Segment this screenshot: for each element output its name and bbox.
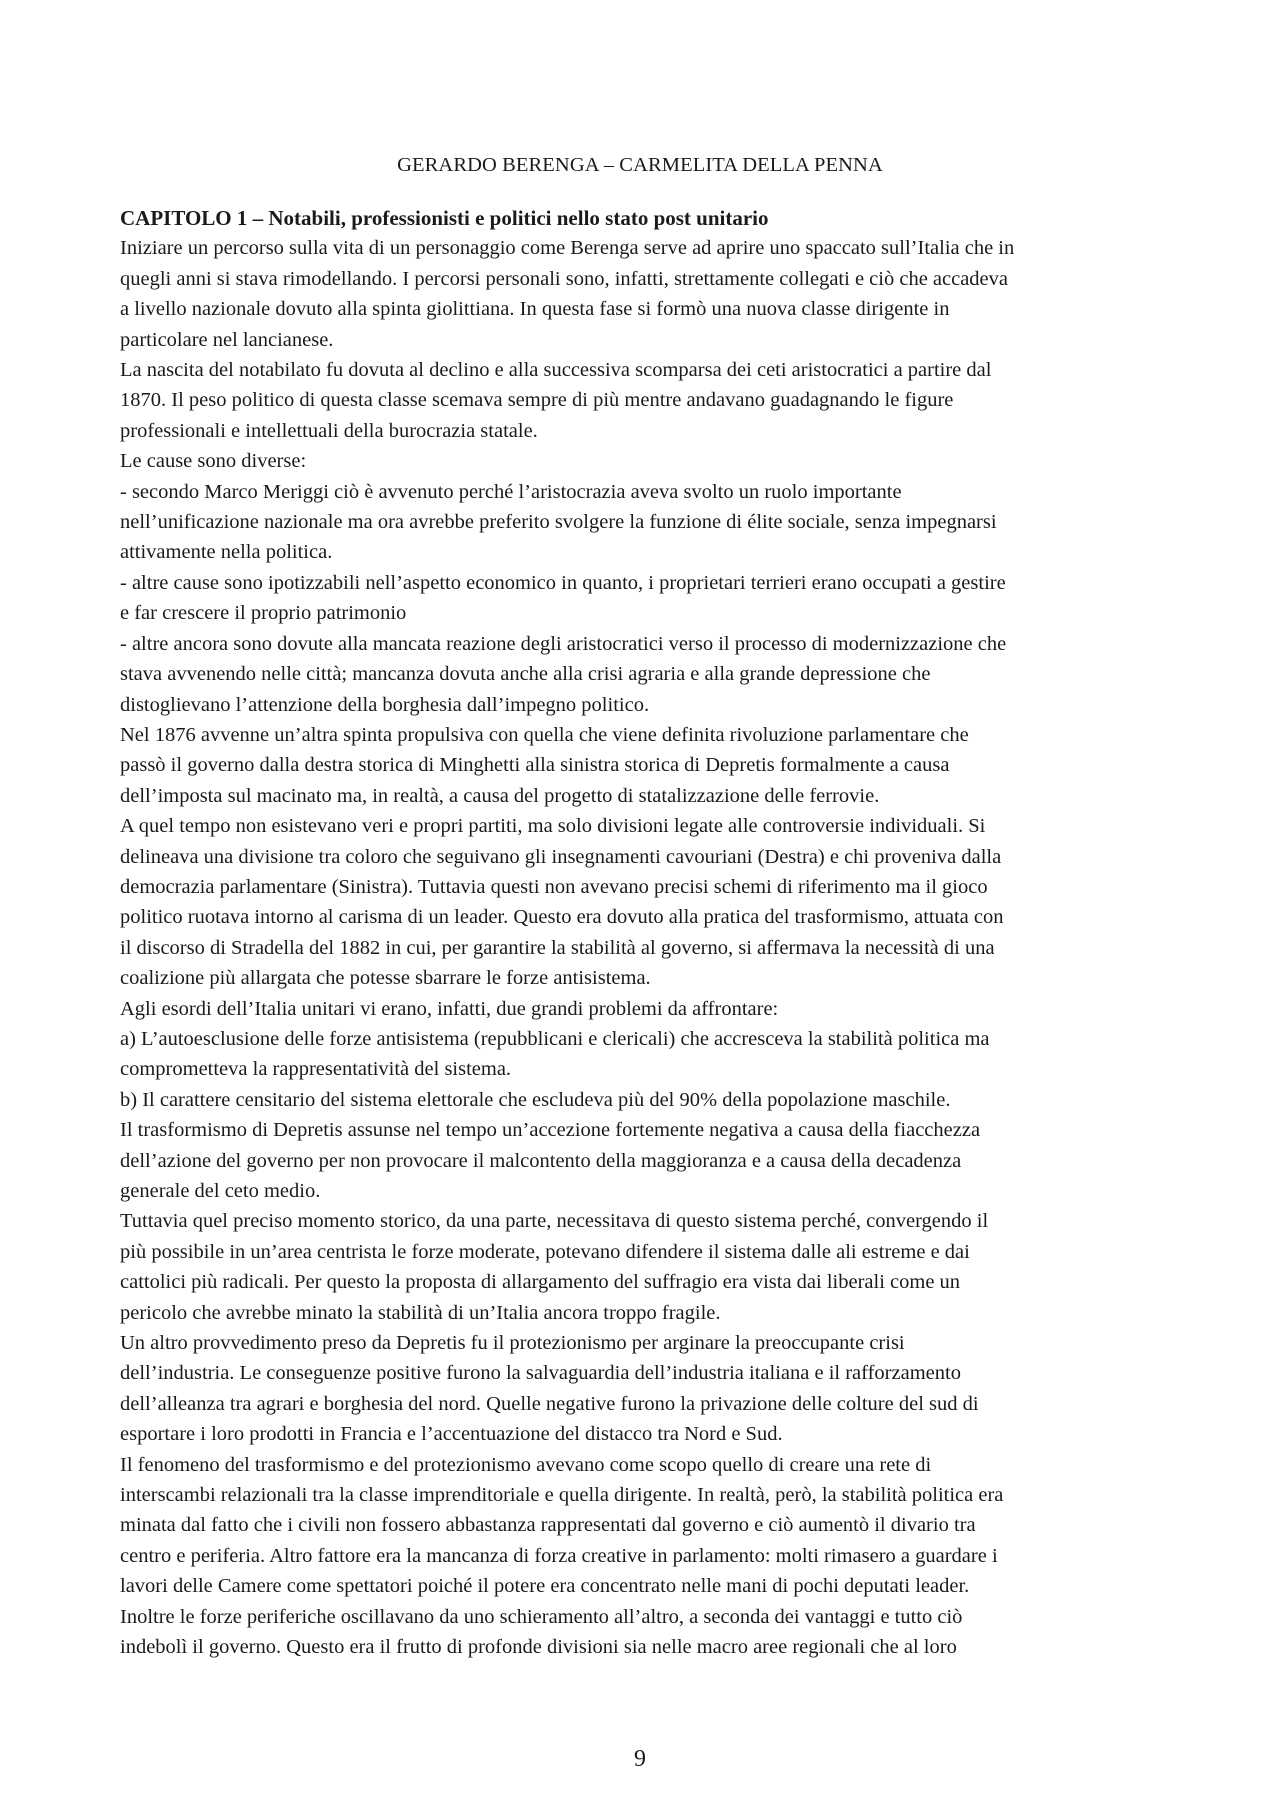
text-line: Un altro provvedimento preso da Depretis fu il protezionismo per arginare la preoccupante crisi [120,1332,905,1355]
text-line: esportare i loro prodotti in Francia e l’accentuazione del distacco tra Nord e Sud. [120,1423,783,1446]
text-line: - secondo Marco Meriggi ciò è avvenuto perché l’aristocrazia aveva svolto un ruolo importante [120,480,902,503]
paragraph [120,568,1163,629]
text-line: dell’industria. Le conseguenze positive furono la salvaguardia dell’industria italiana e il rafforzamento [120,1362,961,1385]
text-line: Le cause sono diverse: [120,450,307,473]
text-line: Iniziare un percorso sulla vita di un personaggio come Berenga serve ad aprire uno spaccato sull’Italia che in [120,237,1015,260]
text-line: passò il governo dalla destra storica di Minghetti alla sinistra storica di Depretis formalmente a causa [120,754,950,777]
text-line: professionali e intellettuali della burocrazia statale. [120,419,538,442]
text-line: quegli anni si stava rimodellando. I percorsi personali sono, infatti, strettamente collegati e ciò che accadeva [120,267,1009,290]
paragraph [120,1024,1163,1085]
text-line: dell’azione del governo per non provocare il malcontento della maggioranza e a causa della decadenza [120,1149,962,1172]
text-line: attivamente nella politica. [120,541,333,564]
text-line: b) Il carattere censitario del sistema elettorale che escludeva più del 90% della popolazione maschile. [120,1088,951,1111]
paragraph [120,1085,1163,1115]
text-line: Il trasformismo di Depretis assunse nel tempo un’accezione fortemente negativa a causa della fiacchezza [120,1119,981,1142]
paragraph [120,446,1163,476]
text-line: Tuttavia quel preciso momento storico, da una parte, necessitava di questo sistema perché, convergendo il [120,1210,989,1233]
document-title: GERARDO BERENGA – CARMELITA DELLA PENNA [397,154,883,176]
paragraph [120,1115,1163,1206]
text-line: Inoltre le forze periferiche oscillavano da uno schieramento all’altro, a seconda dei vantaggi e tutto ciò [120,1605,963,1628]
text-line: Agli esordi dell’Italia unitari vi erano, infatti, due grandi problemi da affrontare: [120,997,779,1020]
text-line: a) L’autoesclusione delle forze antisistema (repubblicani e clericali) che accresceva la stabilità politica ma [120,1027,990,1050]
text-line: Il fenomeno del trasformismo e del protezionismo avevano come scopo quello di creare una rete di [120,1453,932,1476]
paragraph-list [120,233,1163,1662]
text-line: La nascita del notabilato fu dovuta al declino e alla successiva scomparsa dei ceti aristocratici a partire dal [120,359,992,382]
text-line: indebolì il governo. Questo era il frutto di profonde divisioni sia nelle macro aree regionali che al loro [120,1636,957,1659]
text-line: pericolo che avrebbe minato la stabilità di un’Italia ancora troppo fragile. [120,1301,721,1324]
page-number: 9 [634,1746,646,1772]
text-line: A quel tempo non esistevano veri e propri partiti, ma solo divisioni legate alle controversie individuali. Si [120,815,986,838]
text-line: il discorso di Stradella del 1882 in cui, per garantire la stabilità al governo, si affermava la necessità di una [120,936,995,959]
text-line: particolare nel lancianese. [120,328,334,351]
paragraph [120,233,1163,355]
text-line: democrazia parlamentare (Sinistra). Tuttavia questi non avevano precisi schemi di riferimento ma il gioco [120,875,988,898]
text-line: generale del ceto medio. [120,1180,321,1202]
text-line: comprometteva la rappresentatività del sistema. [120,1058,512,1081]
paragraph [120,477,1163,568]
document-body [120,203,1163,1663]
chapter-heading: CAPITOLO 1 – Notabili, professionisti e politici nello stato post unitario [120,206,769,230]
paragraph [120,1328,1163,1450]
text-line: minata dal fatto che i civili non fossero abbastanza rappresentati dal governo e ciò aumentò il divario tra [120,1514,976,1537]
paragraph [120,811,1163,993]
paragraph [120,1450,1163,1663]
paragraph [120,720,1163,811]
text-line: delineava una divisione tra coloro che seguivano gli insegnamenti cavouriani (Destra) e chi proveniva dalla [120,845,1002,868]
text-line: Nel 1876 avvenne un’altra spinta propulsiva con quella che viene definita rivoluzione parlamentare che [120,723,969,746]
text-line: più possibile in un’area centrista le forze moderate, potevano difendere il sistema dalle ali estreme e dai [120,1240,970,1263]
text-line: dell’alleanza tra agrari e borghesia del nord. Quelle negative furono la privazione delle colture del sud di [120,1392,979,1415]
text-line: stava avvenendo nelle città; mancanza dovuta anche alla crisi agraria e alla grande depressione che [120,663,931,686]
paragraph [120,994,1163,1024]
text-line: - altre ancora sono dovute alla mancata reazione degli aristocratici verso il processo di modernizzazione che [120,632,1007,655]
paragraph [120,355,1163,446]
text-line: e far crescere il proprio patrimonio [120,602,407,625]
text-line: interscambi relazionali tra la classe imprenditoriale e quella dirigente. In realtà, però, la stabilità politica era [120,1484,1004,1507]
text-line: centro e periferia. Altro fattore era la mancanza di forza creative in parlamento: molti rimasero a guardare i [120,1544,998,1567]
text-line: cattolici più radicali. Per questo la proposta di allargamento del suffragio era vista dai liberali come un [120,1271,961,1294]
text-line: dell’imposta sul macinato ma, in realtà, a causa del progetto di statalizzazione delle ferrovie. [120,784,880,807]
text-line: nell’unificazione nazionale ma ora avrebbe preferito svolgere la funzione di élite sociale, senza impegnarsi [120,511,997,534]
text-line: coalizione più allargata che potesse sbarrare le forze antisistema. [120,967,651,990]
text-line: distoglievano l’attenzione della borghesia dall’impegno politico. [120,693,650,716]
paragraph [120,1206,1163,1328]
text-line: 1870. Il peso politico di questa classe scemava sempre di più mentre andavano guadagnando le figure [120,389,954,412]
text-line: lavori delle Camere come spettatori poiché il potere era concentrato nelle mani di pochi deputati leader. [120,1575,970,1598]
paragraph [120,629,1163,720]
text-line: a livello nazionale dovuto alla spinta giolittiana. In questa fase si formò una nuova classe dirigente in [120,298,950,321]
text-line: politico ruotava intorno al carisma di un leader. Questo era dovuto alla pratica del trasformismo, attuata con [120,906,1004,929]
text-line: - altre cause sono ipotizzabili nell’aspetto economico in quanto, i proprietari terrieri erano occupati a gestire [120,571,1006,594]
